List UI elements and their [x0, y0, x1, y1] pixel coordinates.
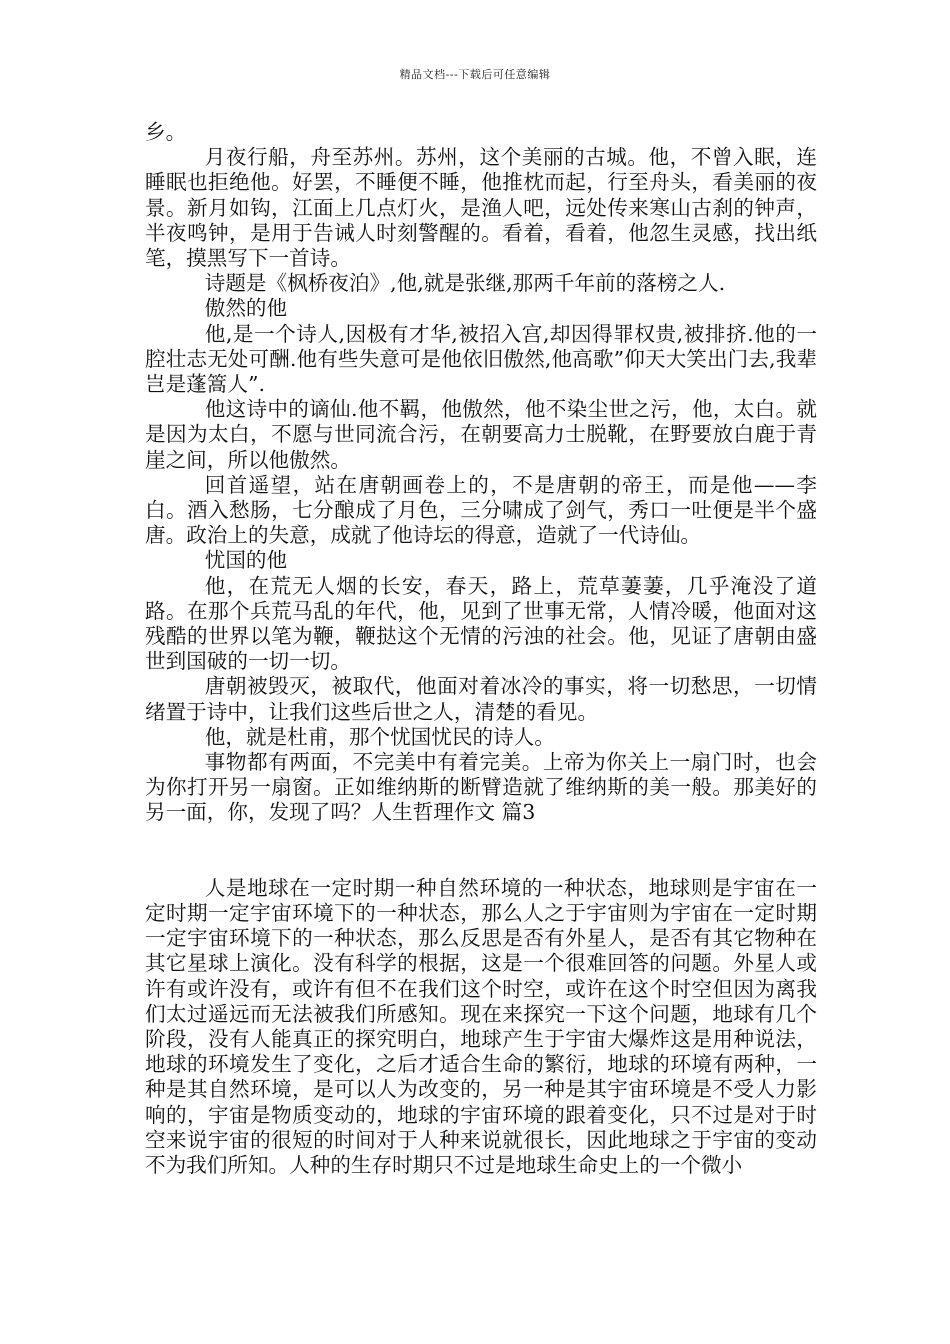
paragraph-changan: 他，在荒无人烟的长安，春天，路上，荒草萋萋，几乎淹没了道路。在那个兵荒马乱的年代，他，见到了世事无常，人情冷暖，他面对这残酷的世界以笔为鞭，鞭挞这个无情的污浊的社会。他，见证了唐朝由盛世到国破的一切一切。	[145, 573, 817, 674]
paragraph-poet-talent: 他,是一个诗人,因极有才华,被招入宫,却因得罪权贵,被排挤.他的一腔壮志无处可酬.他有些失意可是他依旧傲然,他高歌”仰天大笑出门去,我辈岂是蓬篙人”.	[145, 321, 817, 397]
paragraph-du-fu: 他，就是杜甫，那个忧国忧民的诗人。	[204, 724, 555, 749]
paragraph-continuation: 乡。	[145, 120, 187, 144]
paragraph-two-sides: 事物都有两面，不完美中有着完美。上帝为你关上一扇门时，也会为你打开另一扇窗。正如维纳斯的断臂造就了维纳斯的美一般。那美好的另一面，你，发现了吗？人生哲理作文 篇3	[145, 750, 817, 825]
paragraph-poem-title: 诗题是《枫桥夜泊》,他,就是张继,那两千年前的落榜之人.	[204, 271, 726, 296]
paragraph-night-boat: 月夜行船，舟至苏州。苏州，这个美丽的古城。他，不曾入眠，连睡眠也拒绝他。好罢，不睡便不睡，他推枕而起，行至舟头，看美丽的夜景。新月如钩，江面上几点灯火，是渔人吧，远处传来寒山古刹的钟声，半夜鸣钟，是用于告诫人时刻警醒的。看着，看着，他忽生灵感，找出纸笔，摸黑写下一首诗。	[145, 145, 817, 271]
section-gap	[145, 826, 817, 876]
paragraph-earth-universe: 人是地球在一定时期一种自然环境的一种状态，地球则是宇宙在一定时期一定宇宙环境下的一种状态，那么人之于宇宙则为宇宙在一定时期一定宇宙环境下的一种状态，那么反思是否有外星人，是否有其它物种在其它星球上演化。没有科学的根据，这是一个很难回答的问题。外星人或许有或许没有，或许有但不在我们这个时空，或许在这个时空但因为离我们太过遥远而无法被我们所感知。现在来探究一下这个问题，地球有几个阶段，没有人能真正的探究明白，地球产生于宇宙大爆炸这是用种说法，地球的环境发生了变化，之后才适合生命的繁衍，地球的环境有两种，一种是其自然环境，是可以人为改变的，另一种是其宇宙环境是不受人力影响的，宇宙是物质变动的，地球的宇宙环境的跟着变化，只不过是对于时空来说宇宙的很短的时间对于人种来说就很长，因此地球之于宇宙的变动不为我们所知。人种的生存时期只不过是地球生命史上的一个微小	[145, 875, 817, 1177]
paragraph-li-bai: 回首遥望，站在唐朝画卷上的，不是唐朝的帝王，而是他——李白。酒入愁肠，七分酿成了月色，三分啸成了剑气，秀口一吐便是半个盛唐。政治上的失意，成就了他诗坛的得意，造就了一代诗仙。	[145, 472, 817, 548]
document-body	[145, 120, 817, 1178]
page-header: 精品文档---下载后可任意编辑	[399, 68, 551, 81]
paragraph-tang-destroyed: 唐朝被毁灭，被取代，他面对着冰冷的事实，将一切愁思，一切情绪置于诗中，让我们这些后世之人，清楚的看见。	[145, 674, 817, 724]
paragraph-taibai: 他这诗中的谪仙.他不羁，他傲然，他不染尘世之污，他，太白。就是因为太白，不愿与世同流合污，在朝要高力士脱靴，在野要放白鹿于青崖之间，所以他傲然。	[145, 397, 817, 472]
section-heading-patriotic: 忧国的他	[204, 548, 288, 573]
section-heading-proud: 傲然的他	[204, 296, 288, 321]
